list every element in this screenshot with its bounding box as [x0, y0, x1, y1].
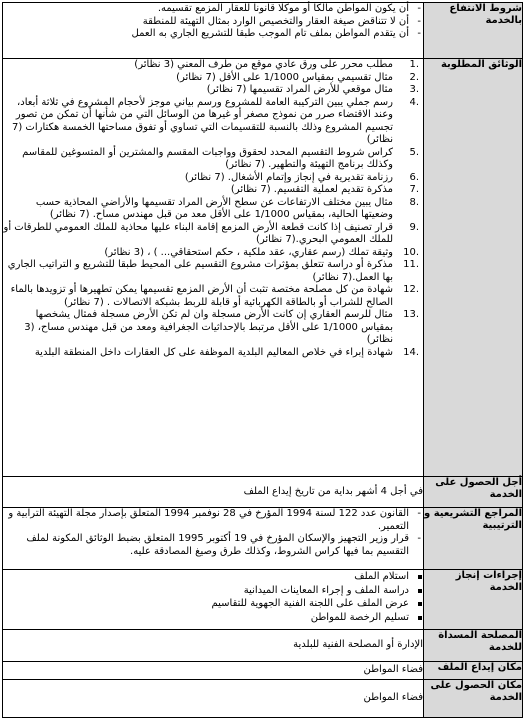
deadline-label: أجل الحصول على الخدمة	[424, 477, 523, 508]
deposit-label: مكان إيداع الملف	[424, 662, 523, 680]
procedure-step	[3, 585, 423, 598]
obtain-content	[3, 680, 424, 718]
document-text: رسم جملي يبين التركيبة العامة للمشروع ورسم بياني موجز لأحجام المشروع في ثلاثة أبعاد، وعند الاقتضاء صرر من نموذج مصغر أو غيرها من الوسائل التي من شأنها أن تمكن من تصور تجسيم المشروع وذلك بالنسبة للتقسيمات التي تساوي أو تفوق مساحتها الخمسة هكتارات (7 نظائر)	[11, 96, 393, 145]
service-label: المصلحة المسداة للخدمة	[424, 630, 523, 662]
deadline-content	[3, 477, 424, 508]
document-item	[3, 222, 423, 247]
procedures-list	[3, 571, 423, 624]
document-item	[3, 97, 423, 147]
document-text: وثيقة تملك (رسم عقاري، عقد ملكية ، حكم استحقاقي... ) ، (3 نظائر)	[104, 246, 393, 258]
legal-content	[3, 508, 424, 570]
service-sheet-table	[2, 2, 523, 718]
procedure-step-text: استلام الملف	[354, 571, 409, 582]
documents-content	[3, 59, 424, 477]
document-text: قرار تصنيف إذا كانت قطعة الأرض المزمع إقامة البناء عليها محاذية للملك العمومي للطرقات أو للملك العمومي البحري.(7 نظائر)	[3, 221, 393, 245]
document-number: 7.	[409, 184, 419, 195]
legal-reference-item: - قرار وزير التجهيز والإسكان المؤرخ في 19 أكتوبر 1995 المتعلق بضبط الوثائق المكونة لملف التقسيم بما فيها كراس الشروط، وكذلك طرق وصيغ المصادقة عليه.	[3, 533, 423, 558]
document-number: 3.	[409, 84, 419, 95]
square-bullet-icon	[418, 602, 422, 606]
service-text: الإدارة أو المصلحة الفنية للبلدية	[293, 639, 423, 651]
document-text: مثال تقسيمي بمقياس 1/1000 على الأقل (7 نظائر)	[176, 71, 393, 83]
procedure-step	[3, 571, 423, 584]
document-item	[3, 347, 423, 360]
procedure-step-text: عرض الملف على اللجنة الفنية الجهوية للتقاسيم	[211, 598, 409, 609]
document-item	[3, 284, 423, 309]
deadline-row	[3, 477, 523, 508]
document-number: 8.	[409, 196, 419, 208]
legal-reference-item: - القانون عدد 122 لسنة 1994 المؤرخ في 28 نوفمبر 1994 المتعلق بإصدار مجلة التهيئة الترابية و التعمير.	[3, 508, 423, 533]
document-item	[3, 59, 423, 72]
procedure-step-text: دراسة الملف و إجراء المعاينات الميدانية	[243, 584, 409, 596]
document-item	[3, 72, 423, 85]
document-text: مذكرة أو دراسة تتعلق بمؤثرات مشروع التقسيم على المحيط طبقا للتشريع و التراتيب الجاري بها العمل.(7 نظائر)	[7, 259, 393, 283]
procedure-step	[3, 598, 423, 611]
document-number: 12.	[403, 284, 419, 295]
procedure-step	[3, 612, 423, 625]
deadline-text: في أجل 4 أشهر بداية من تاريخ إيداع الملف	[243, 485, 423, 497]
document-text: مثال موقعي للأرض المراد تقسيمها (7 نظائر)	[206, 84, 393, 95]
document-number: 9.	[409, 221, 419, 233]
document-item	[3, 247, 423, 260]
document-item	[3, 309, 423, 347]
obtain-text: فضاء المواطن	[363, 692, 423, 704]
document-text: شهادة إبراء في خلاص المعاليم البلدية الموظفة على كل العقارات داخل المنطقة البلدية	[34, 346, 393, 358]
document-number: 10.	[403, 246, 419, 258]
document-number: 2.	[409, 71, 419, 83]
legal-list	[3, 508, 423, 558]
document-text: رزنامة تقديرية في إنجاز وإتمام الأشغال. (7 نظائر)	[184, 171, 393, 183]
procedures-label: إجراءات إنجاز الخدمة	[424, 570, 523, 630]
condition-item: - أن يتقدم المواطن بملف تام الموجب طبقا للتشريع الجاري به العمل	[3, 28, 423, 41]
document-text: كراس شروط التقسيم المحدد لحقوق وواجبات المقسم والمشترين أو المتسوغين للمقاسم وكذلك برنامج التهيئة والتطهير. (7 نظائر)	[22, 146, 393, 170]
conditions-row	[3, 3, 523, 59]
document-number: 13.	[403, 309, 419, 320]
deposit-text: فضاء المواطن	[363, 664, 423, 676]
document-number: 5.	[409, 146, 419, 158]
service-row	[3, 630, 523, 662]
document-number: 6.	[409, 171, 419, 183]
procedure-step-text: تسليم الرخصة للمواطن	[310, 611, 409, 623]
document-text: مذكرة تقديم لعملية التقسيم. (7 نظائر)	[230, 184, 393, 195]
document-item	[3, 147, 423, 172]
obtain-label: مكان الحصول على الخدمة	[424, 680, 523, 718]
document-item	[3, 184, 423, 197]
document-text: مثال يبين مختلف الارتفاعات عن سطح الأرض المراد تقسيمها والأراضي المحاذية حسب وضعيتها الحالية، بمقياس 1/1000 على الأقل معد من قبل مهندس مساح. (7 نظائر)	[35, 196, 393, 220]
documents-list	[3, 59, 423, 359]
document-item	[3, 84, 423, 97]
conditions-label: شروط الانتفاع بالخدمة	[424, 3, 523, 59]
deposit-content	[3, 662, 424, 680]
deposit-row	[3, 662, 523, 680]
document-number: 4.	[409, 96, 419, 108]
document-item	[3, 259, 423, 284]
document-number: 11.	[403, 259, 419, 270]
square-bullet-icon	[418, 616, 422, 620]
document-number: 1.	[409, 59, 419, 70]
documents-label: الوثائق المطلوبة	[424, 59, 523, 477]
conditions-content	[3, 3, 424, 59]
conditions-list	[3, 3, 423, 41]
document-text: مثال للرسم العقاري إن كانت الأرض مسجلة وان لم تكن الأرض مسجلة فمثال يشخصها بمقياس 1/1000 على الأقل مرتبط بالإحداثيات الجغرافية ومعد من قبل مهندس مساح، (3 نظائر)	[24, 309, 393, 345]
document-item	[3, 172, 423, 185]
square-bullet-icon	[418, 589, 422, 593]
legal-label: المراجع التشريعية و الترتيبية	[424, 508, 523, 570]
document-number: 14.	[403, 346, 419, 358]
document-item	[3, 197, 423, 222]
document-text: شهادة من كل مصلحة مختصة تثبت أن الأرض المزمع تقسيمها يمكن تطهيرها أو تزويدها بالماء الصالح للشراب أو بالطاقة الكهربائية أو قابلة للربط بشبكة الاتصالات . (7 نظائر)	[10, 284, 393, 308]
procedures-row	[3, 570, 523, 630]
document-text: مطلب محرر على ورق عادي موقع من طرف المعني (3 نظائر)	[134, 59, 393, 70]
procedures-content	[3, 570, 424, 630]
service-content	[3, 630, 424, 662]
square-bullet-icon	[418, 575, 422, 579]
condition-item: - أن يكون المواطن مالكا أو موكلا قانونا للعقار المزمع تقسيمه.	[3, 3, 423, 16]
obtain-row	[3, 680, 523, 718]
documents-row	[3, 59, 523, 477]
condition-item: - أن لا تتناقض صيغة العقار والتخصيص الوارد بمثال التهيئة للمنطقة	[3, 16, 423, 29]
legal-row	[3, 508, 523, 570]
